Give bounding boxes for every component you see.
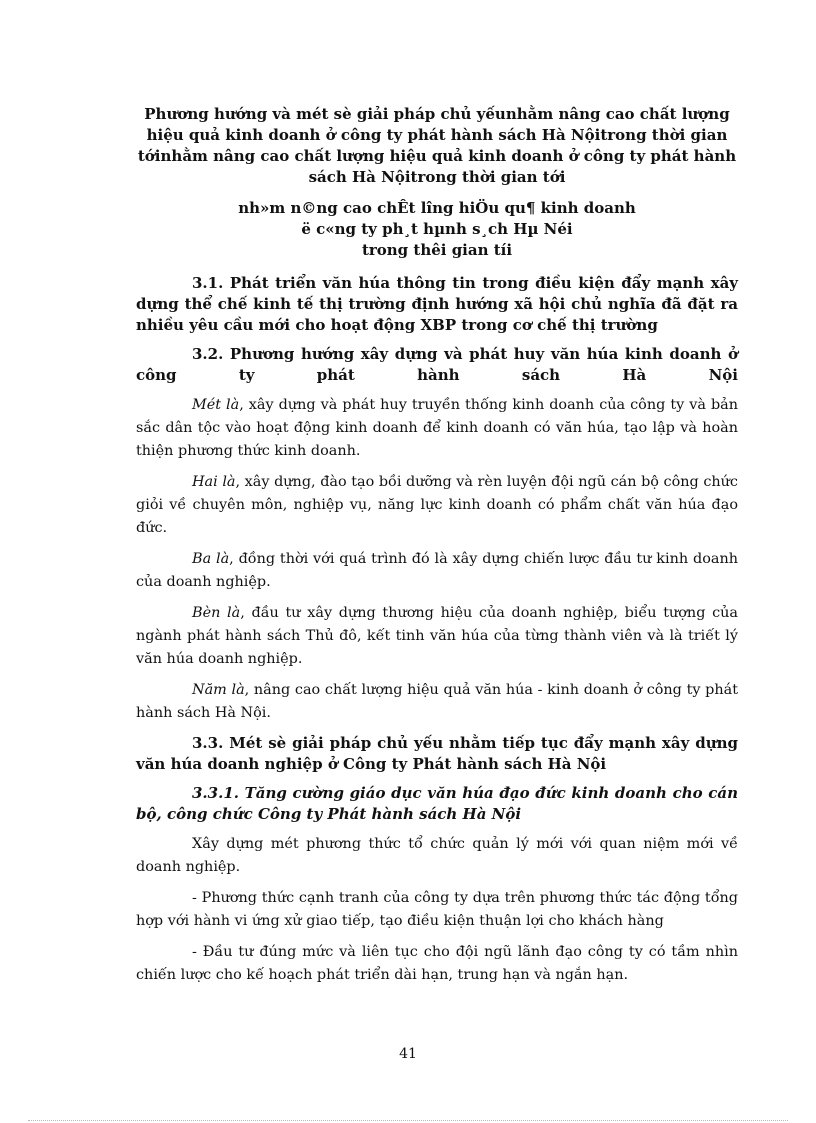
paragraph-lead: Hai là xyxy=(192,474,236,490)
section-heading-3-2: 3.2. Phương hướng xây dựng và phát huy văn húa kinh doanh ở công ty phát hành sách Hà Nội xyxy=(136,345,738,384)
subtitle-line-3: trong thêi gian tíi xyxy=(361,241,513,259)
paragraph-text: , xây dựng và phát huy truyền thống kinh doanh của công ty và bản sắc dân tộc vào hoạt động kinh doanh để kinh doanh có văn húa, tạo lập và hoàn thiện phương thức kinh doanh. xyxy=(136,397,739,459)
paragraph-lead: Bèn là xyxy=(192,605,241,621)
body-paragraph-3: - Đầu tư đúng mức và liên tục cho đội ngũ lãnh đạo công ty có tầm nhìn chiến lược cho kế hoạch phát triển dài hạn, trung hạn và ngắn hạn. xyxy=(136,944,738,983)
document-title: Phương hướng và mét sè giải pháp chủ yếunhằm nâng cao chất lượng hiệu quả kinh doanh ở công ty phát hành sách Hà Nộitrong thời gian tớinhằm nâng cao chất lượng hiệu quả kinh doanh ở công ty phát hành sách Hà Nộitrong thời gian tới xyxy=(137,105,737,186)
section-heading-3-1: 3.1. Phát triển văn húa thông tin trong điều kiện đẩy mạnh xây dựng thể chế kinh tế thị trường định hướng xã hội chủ nghĩa đã đặt ra nhiều yêu cầu mới cho hoạt động XBP trong cơ chế thị trường xyxy=(136,274,738,334)
paragraph-1 xyxy=(136,394,738,463)
section-heading-3-3: 3.3. Mét sè giải pháp chủ yếu nhằm tiếp tục đẩy mạnh xây dựng văn húa doanh nghiệp ở Công ty Phát hành sách Hà Nội xyxy=(136,734,738,773)
paragraph-text: , đầu tư xây dựng thương hiệu của doanh nghiệp, biểu tượng của ngành phát hành sách Thủ đô, kết tinh văn húa của từng thành viên và là triết lý văn húa doanh nghiệp. xyxy=(136,605,739,667)
paragraph-5 xyxy=(136,679,738,725)
page-bottom-divider xyxy=(28,1120,788,1121)
paragraph-lead: Ba là xyxy=(192,551,230,567)
paragraph-text: , xây dựng, đào tạo bồi dưỡng và rèn luyện đội ngũ cán bộ công chức giỏi về chuyên môn, nghiệp vụ, năng lực kinh doanh có phẩm chất văn húa đạo đức. xyxy=(136,474,738,536)
paragraph-text: , nâng cao chất lượng hiệu quả văn húa - kinh doanh ở công ty phát hành sách Hà Nội. xyxy=(136,682,738,721)
document-subtitle xyxy=(136,198,738,261)
page-number: 41 xyxy=(399,1046,417,1062)
page-content xyxy=(136,104,738,995)
paragraph-lead: Năm là xyxy=(192,682,245,698)
body-paragraph-2: - Phương thức cạnh tranh của công ty dựa trên phương thức tác động tổng hợp với hành vi ứng xử giao tiếp, tạo điều kiện thuận lợi cho khách hàng xyxy=(136,890,738,929)
paragraph-lead: Mét là xyxy=(192,397,240,413)
paragraph-text: , đồng thời với quá trình đó là xây dựng chiến lược đầu tư kinh doanh của doanh nghiệp. xyxy=(136,551,738,590)
paragraph-4 xyxy=(136,602,738,671)
subtitle-line-2: ë c«ng ty ph¸t hµnh s¸ch Hµ Néi xyxy=(301,220,573,238)
subtitle-line-1: nh»m n©ng cao chÊt lîng hiÖu qu¶ kinh doanh xyxy=(238,199,636,217)
paragraph-3 xyxy=(136,548,738,594)
body-paragraph-1: Xây dựng mét phương thức tổ chức quản lý mới với quan niệm mới về doanh nghiệp. xyxy=(136,836,738,875)
section-heading-3-3-1: 3.3.1. Tăng cường giáo dục văn húa đạo đức kinh doanh cho cán bộ, công chức Công ty Phát hành sách Hà Nội xyxy=(136,784,738,823)
paragraph-2 xyxy=(136,471,738,540)
